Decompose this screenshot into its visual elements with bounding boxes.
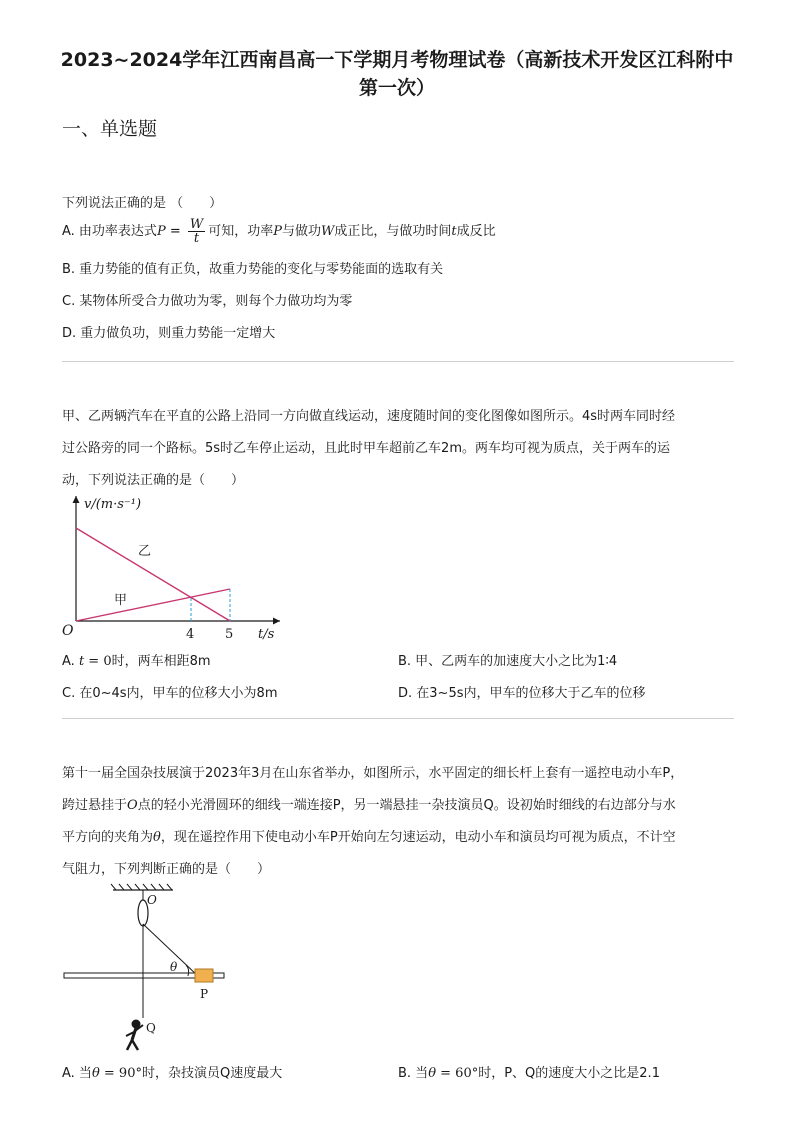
q2-option-d[interactable]: D. 在3~5s内，甲车的位移大于乙车的位移 bbox=[398, 686, 646, 701]
label-p: P bbox=[200, 987, 209, 1001]
q1-option-c[interactable]: C. 某物体所受合力做功为零，则每个力做功均为零 bbox=[62, 294, 353, 309]
divider bbox=[62, 718, 734, 719]
q2-stem-line-2: 过公路旁的同一个路标。5s时乙车停止运动，且此时甲车超前乙车2m。两车均可视为质点，关于两车的运 bbox=[62, 441, 670, 456]
label-theta: θ bbox=[170, 960, 178, 974]
ceiling-hatch bbox=[111, 884, 172, 890]
line-yi bbox=[76, 528, 230, 621]
cart-p bbox=[195, 969, 213, 982]
label-jia: 甲 bbox=[114, 593, 128, 608]
label-q: Q bbox=[146, 1021, 156, 1035]
q3-stem-line-2: 跨过悬挂于O点的轻小光滑圆环的细线一端连接P，另一端悬挂一杂技演员Q。设初始时细线的右边部分与水 bbox=[62, 798, 676, 813]
q1-option-b[interactable]: B. 重力势能的值有正负，故重力势能的变化与零势能面的选取有关 bbox=[62, 262, 444, 277]
q3-stem-line-1: 第十一届全国杂技展演于2023年3月在山东省举办，如图所示，水平固定的细长杆上套有一遥控电动小车P， bbox=[62, 766, 684, 781]
q2-stem-line-1: 甲、乙两辆汽车在平直的公路上沿同一方向做直线运动，速度随时间的变化图像如图所示。4s时两车同时经 bbox=[62, 409, 676, 424]
label-yi: 乙 bbox=[138, 544, 152, 559]
q2-option-b[interactable]: B. 甲、乙两车的加速度大小之比为1∶4 bbox=[398, 654, 618, 669]
document-title bbox=[40, 46, 754, 102]
graph-origin-label: O bbox=[62, 623, 74, 639]
label-o: O bbox=[147, 893, 157, 907]
section-heading: 一、单选题 bbox=[62, 118, 158, 140]
q3-stem-line-3: 平方向的夹角为θ，现在遥控作用下使电动小车P开始向左匀速运动，电动小车和演员均可视为质点，不计空 bbox=[62, 830, 676, 845]
q2-stem-line-3: 动，下列说法正确的是（ ） bbox=[62, 473, 245, 488]
graph-x-label: t/s bbox=[258, 627, 275, 642]
q3-option-a[interactable]: A. 当θ = 90°时，杂技演员Q速度最大 bbox=[62, 1066, 283, 1081]
q1-option-d[interactable]: D. 重力做负功，则重力势能一定增大 bbox=[62, 326, 276, 341]
power-fraction: $\frac{W}{t}$ bbox=[189, 217, 204, 246]
velocity-time-graph bbox=[58, 490, 288, 642]
graph-y-label: v/(m·s⁻¹) bbox=[84, 497, 142, 512]
q1-option-a[interactable]: A. 由功率表达式P = $\frac{W}{t}$ 可知，功率P与做功W成正比，与做功时间t成反比 bbox=[62, 217, 496, 246]
line-jia bbox=[76, 589, 230, 621]
q3-stem-line-4: 气阻力，下列判断正确的是（ ） bbox=[62, 862, 271, 877]
q1-stem: 下列说法正确的是 （ ） bbox=[62, 196, 223, 211]
graph-tick-5: 5 bbox=[225, 627, 234, 642]
q2-option-c[interactable]: C. 在0~4s内，甲车的位移大小为8m bbox=[62, 686, 278, 701]
divider bbox=[62, 361, 734, 362]
graph-tick-4: 4 bbox=[186, 627, 195, 642]
title-line-1: 2023~2024学年江西南昌高一下学期月考物理试卷（高新技术开发区江科附中 bbox=[60, 49, 734, 71]
q2-option-a[interactable]: A. t = 0时，两车相距8m bbox=[62, 654, 211, 669]
q3-option-b[interactable]: B. 当θ = 60°时，P、Q的速度大小之比是2.1 bbox=[398, 1066, 660, 1081]
performer-q bbox=[126, 1020, 143, 1050]
acrobat-figure bbox=[58, 880, 238, 1056]
title-line-2: 第一次） bbox=[358, 77, 435, 99]
